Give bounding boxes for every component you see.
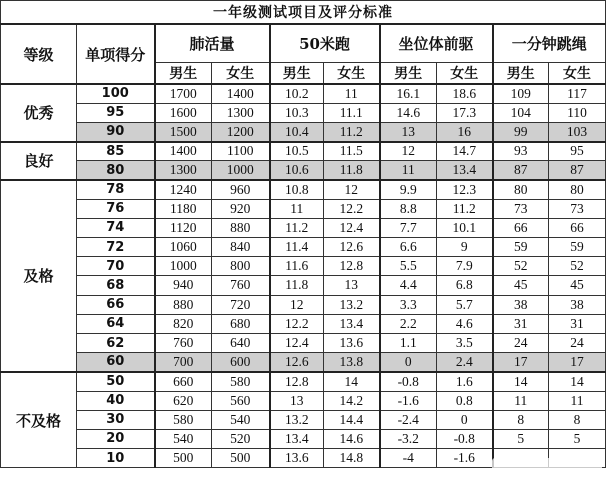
value-cell: 12 — [270, 295, 324, 314]
value-cell: 0.8 — [437, 391, 493, 410]
value-cell: 17.3 — [437, 103, 493, 122]
value-cell: 11.2 — [437, 199, 493, 218]
value-cell: 1.6 — [437, 372, 493, 391]
value-cell: 5 — [493, 429, 549, 448]
value-cell: -1.6 — [437, 449, 493, 468]
value-cell: 12.4 — [270, 333, 324, 352]
value-cell: 720 — [212, 295, 270, 314]
value-cell: -0.8 — [380, 372, 437, 391]
score-header: 单项得分 — [77, 24, 155, 84]
value-cell: 13.6 — [324, 333, 380, 352]
value-cell: 580 — [212, 372, 270, 391]
value-cell: 11 — [270, 199, 324, 218]
value-cell: 11.4 — [270, 238, 324, 257]
value-cell: 109 — [493, 84, 549, 103]
score-cell: 90 — [77, 122, 155, 141]
table-title: 一年级测试项目及评分标准 — [1, 1, 606, 25]
value-cell: 11.5 — [324, 142, 380, 161]
value-cell: 38 — [549, 295, 606, 314]
value-cell: 1400 — [212, 84, 270, 103]
score-cell: 60 — [77, 353, 155, 372]
value-cell: 31 — [549, 314, 606, 333]
value-cell: 14.6 — [324, 429, 380, 448]
value-cell: 1000 — [155, 257, 212, 276]
female-header: 女生 — [212, 63, 270, 85]
value-cell: 17 — [493, 353, 549, 372]
female-header: 女生 — [324, 63, 380, 85]
table-row — [1, 199, 606, 218]
score-cell: 100 — [77, 84, 155, 103]
grade-cell: 不及格 — [1, 372, 77, 468]
grade-cell: 及格 — [1, 180, 77, 372]
table-row — [1, 295, 606, 314]
male-header: 男生 — [493, 63, 549, 85]
value-cell: 9 — [437, 238, 493, 257]
value-cell: 11.6 — [270, 257, 324, 276]
value-cell: 3.5 — [437, 333, 493, 352]
value-cell: 5 — [549, 429, 606, 448]
value-cell: 87 — [493, 161, 549, 180]
watermark-overlay — [492, 458, 602, 474]
value-cell: 8 — [549, 410, 606, 429]
table-row — [1, 161, 606, 180]
sprint-50m-header: 50米跑 — [270, 24, 380, 63]
value-cell: 38 — [493, 295, 549, 314]
value-cell: 13.4 — [437, 161, 493, 180]
value-cell: 700 — [155, 353, 212, 372]
value-cell: 14 — [493, 372, 549, 391]
value-cell: 12.6 — [324, 238, 380, 257]
value-cell: 7.7 — [380, 218, 437, 237]
score-cell: 70 — [77, 257, 155, 276]
value-cell: 880 — [212, 218, 270, 237]
value-cell: 12 — [380, 142, 437, 161]
value-cell: 12.2 — [324, 199, 380, 218]
value-cell: 660 — [155, 372, 212, 391]
score-cell: 62 — [77, 333, 155, 352]
value-cell: 1240 — [155, 180, 212, 199]
value-cell: 45 — [549, 276, 606, 295]
value-cell: 12 — [324, 180, 380, 199]
value-cell: 117 — [549, 84, 606, 103]
score-cell: 66 — [77, 295, 155, 314]
value-cell: 940 — [155, 276, 212, 295]
value-cell: 600 — [212, 353, 270, 372]
value-cell: 12.6 — [270, 353, 324, 372]
male-header: 男生 — [155, 63, 212, 85]
value-cell: 0 — [437, 410, 493, 429]
male-header: 男生 — [270, 63, 324, 85]
table-row — [1, 122, 606, 141]
score-cell: 72 — [77, 238, 155, 257]
value-cell: 99 — [493, 122, 549, 141]
value-cell: 110 — [549, 103, 606, 122]
table-row — [1, 410, 606, 429]
value-cell: 11.2 — [270, 218, 324, 237]
value-cell: 1180 — [155, 199, 212, 218]
table-row — [1, 257, 606, 276]
score-cell: 85 — [77, 142, 155, 161]
value-cell: 13.2 — [324, 295, 380, 314]
value-cell: 59 — [549, 238, 606, 257]
value-cell: 560 — [212, 391, 270, 410]
table-row — [1, 142, 606, 161]
score-cell: 10 — [77, 449, 155, 468]
score-cell: 76 — [77, 199, 155, 218]
value-cell: 680 — [212, 314, 270, 333]
value-cell: 840 — [212, 238, 270, 257]
value-cell: 66 — [493, 218, 549, 237]
value-cell: 640 — [212, 333, 270, 352]
score-cell: 80 — [77, 161, 155, 180]
value-cell: -1.6 — [380, 391, 437, 410]
female-header: 女生 — [549, 63, 606, 85]
value-cell: 11 — [380, 161, 437, 180]
value-cell: 10.1 — [437, 218, 493, 237]
value-cell: 16.1 — [380, 84, 437, 103]
value-cell: 45 — [493, 276, 549, 295]
value-cell: 80 — [493, 180, 549, 199]
table-row — [1, 314, 606, 333]
table-row — [1, 372, 606, 391]
table-row — [1, 238, 606, 257]
grade-cell: 良好 — [1, 142, 77, 180]
value-cell: 24 — [549, 333, 606, 352]
value-cell: 880 — [155, 295, 212, 314]
value-cell: 31 — [493, 314, 549, 333]
value-cell: 52 — [549, 257, 606, 276]
value-cell: 24 — [493, 333, 549, 352]
value-cell: 520 — [212, 429, 270, 448]
value-cell: 800 — [212, 257, 270, 276]
value-cell: 11.2 — [324, 122, 380, 141]
value-cell: 13.2 — [270, 410, 324, 429]
value-cell: 87 — [549, 161, 606, 180]
value-cell: 6.6 — [380, 238, 437, 257]
value-cell: 13.4 — [270, 429, 324, 448]
value-cell: 10.5 — [270, 142, 324, 161]
value-cell: 14.4 — [324, 410, 380, 429]
value-cell: 104 — [493, 103, 549, 122]
value-cell: 1600 — [155, 103, 212, 122]
value-cell: 103 — [549, 122, 606, 141]
table-row — [1, 353, 606, 372]
value-cell: 760 — [212, 276, 270, 295]
value-cell: 5.7 — [437, 295, 493, 314]
value-cell: 8 — [493, 410, 549, 429]
score-cell: 95 — [77, 103, 155, 122]
value-cell: 93 — [493, 142, 549, 161]
value-cell: 2.2 — [380, 314, 437, 333]
value-cell: 14.7 — [437, 142, 493, 161]
score-cell: 30 — [77, 410, 155, 429]
value-cell: 10.4 — [270, 122, 324, 141]
value-cell: 820 — [155, 314, 212, 333]
value-cell: 1.1 — [380, 333, 437, 352]
value-cell: 960 — [212, 180, 270, 199]
grade-cell: 优秀 — [1, 84, 77, 142]
value-cell: 580 — [155, 410, 212, 429]
value-cell: 13.6 — [270, 449, 324, 468]
value-cell: 5.5 — [380, 257, 437, 276]
value-cell: 8.8 — [380, 199, 437, 218]
value-cell: 14.2 — [324, 391, 380, 410]
value-cell: 12.4 — [324, 218, 380, 237]
female-header: 女生 — [437, 63, 493, 85]
value-cell: 73 — [549, 199, 606, 218]
rope-skipping-header: 一分钟跳绳 — [493, 24, 606, 63]
value-cell: 500 — [155, 449, 212, 468]
value-cell: 1120 — [155, 218, 212, 237]
value-cell: 11.8 — [324, 161, 380, 180]
value-cell: 7.9 — [437, 257, 493, 276]
table-row — [1, 84, 606, 103]
value-cell: 18.6 — [437, 84, 493, 103]
table-row — [1, 391, 606, 410]
score-cell: 68 — [77, 276, 155, 295]
value-cell: 52 — [493, 257, 549, 276]
table-row — [1, 333, 606, 352]
value-cell: 10.8 — [270, 180, 324, 199]
vital-capacity-header: 肺活量 — [155, 24, 270, 63]
value-cell: 920 — [212, 199, 270, 218]
value-cell: 10.3 — [270, 103, 324, 122]
value-cell: 11.8 — [270, 276, 324, 295]
value-cell: 12.2 — [270, 314, 324, 333]
value-cell: 1700 — [155, 84, 212, 103]
value-cell: 13.8 — [324, 353, 380, 372]
value-cell: 1200 — [212, 122, 270, 141]
table-row — [1, 218, 606, 237]
value-cell: 13 — [270, 391, 324, 410]
value-cell: 1300 — [212, 103, 270, 122]
value-cell: 0 — [380, 353, 437, 372]
value-cell: 500 — [212, 449, 270, 468]
table-body — [1, 84, 606, 468]
value-cell: 1060 — [155, 238, 212, 257]
score-cell: 78 — [77, 180, 155, 199]
table-row — [1, 103, 606, 122]
score-cell: 40 — [77, 391, 155, 410]
value-cell: -0.8 — [437, 429, 493, 448]
male-header: 男生 — [380, 63, 437, 85]
value-cell: 12.3 — [437, 180, 493, 199]
value-cell: 1100 — [212, 142, 270, 161]
value-cell: 1400 — [155, 142, 212, 161]
value-cell: 14 — [549, 372, 606, 391]
value-cell: 2.4 — [437, 353, 493, 372]
value-cell: 10.2 — [270, 84, 324, 103]
value-cell: 14.6 — [380, 103, 437, 122]
value-cell: 13 — [324, 276, 380, 295]
value-cell: 540 — [212, 410, 270, 429]
value-cell: 66 — [549, 218, 606, 237]
value-cell: 1300 — [155, 161, 212, 180]
value-cell: 95 — [549, 142, 606, 161]
value-cell: 17 — [549, 353, 606, 372]
value-cell: 620 — [155, 391, 212, 410]
value-cell: 9.9 — [380, 180, 437, 199]
value-cell: 11 — [493, 391, 549, 410]
value-cell: 16 — [437, 122, 493, 141]
value-cell: 14.8 — [324, 449, 380, 468]
value-cell: 4.4 — [380, 276, 437, 295]
value-cell: 10.6 — [270, 161, 324, 180]
value-cell: 3.3 — [380, 295, 437, 314]
sit-and-reach-header: 坐位体前驱 — [380, 24, 493, 63]
score-cell: 20 — [77, 429, 155, 448]
table-row — [1, 180, 606, 199]
value-cell: 4.6 — [437, 314, 493, 333]
value-cell: 73 — [493, 199, 549, 218]
value-cell: 11 — [549, 391, 606, 410]
value-cell: 760 — [155, 333, 212, 352]
score-cell: 50 — [77, 372, 155, 391]
value-cell: 11.1 — [324, 103, 380, 122]
value-cell: 540 — [155, 429, 212, 448]
value-cell: 6.8 — [437, 276, 493, 295]
value-cell: 59 — [493, 238, 549, 257]
value-cell: -3.2 — [380, 429, 437, 448]
value-cell: -2.4 — [380, 410, 437, 429]
value-cell: 13 — [380, 122, 437, 141]
value-cell: 1500 — [155, 122, 212, 141]
value-cell: 12.8 — [270, 372, 324, 391]
value-cell: 14 — [324, 372, 380, 391]
value-cell: 11 — [324, 84, 380, 103]
table-row — [1, 276, 606, 295]
value-cell: -4 — [380, 449, 437, 468]
value-cell: 80 — [549, 180, 606, 199]
value-cell: 1000 — [212, 161, 270, 180]
table-row — [1, 429, 606, 448]
score-cell: 74 — [77, 218, 155, 237]
score-cell: 64 — [77, 314, 155, 333]
grade-header: 等级 — [1, 24, 77, 84]
value-cell: 12.8 — [324, 257, 380, 276]
value-cell: 13.4 — [324, 314, 380, 333]
